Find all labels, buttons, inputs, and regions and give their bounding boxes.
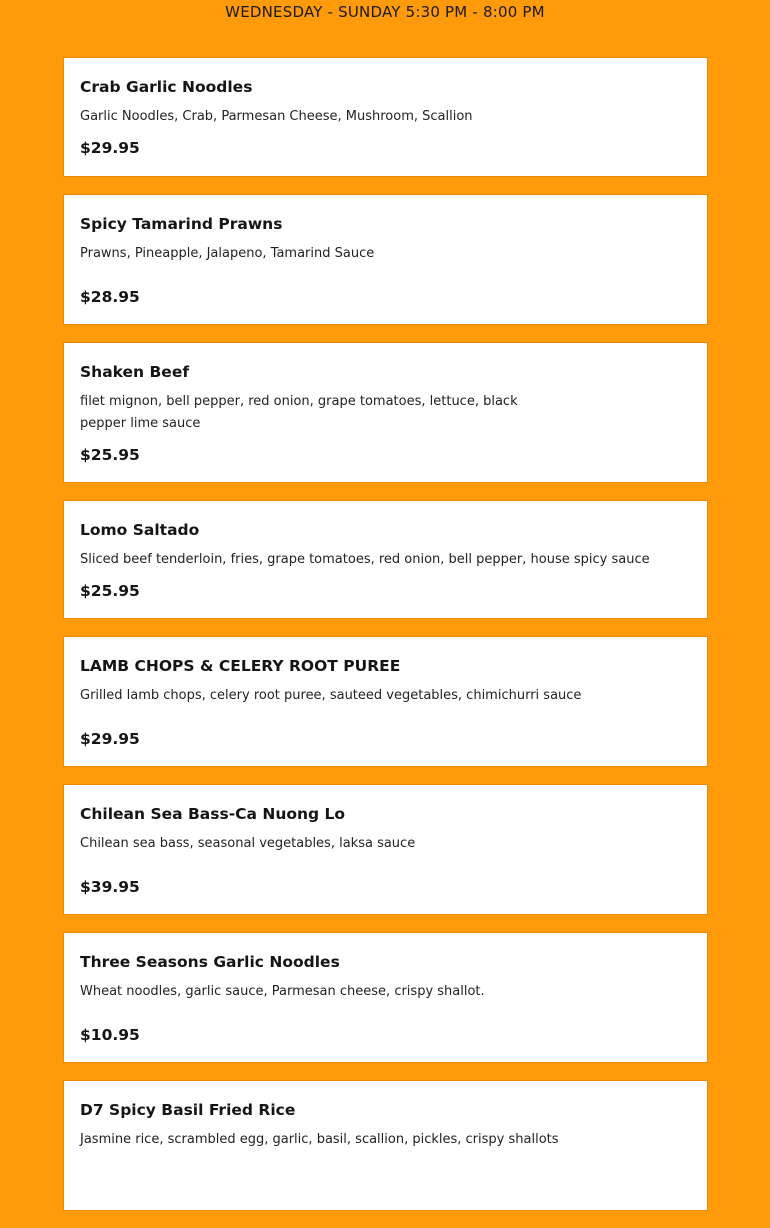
menu-item-name: D7 Spicy Basil Fried Rice [80,1101,296,1119]
menu-item-price: $25.95 [80,446,140,464]
menu-item-card[interactable] [63,784,708,915]
menu-item-name: Three Seasons Garlic Noodles [80,953,340,971]
menu-item-card[interactable] [63,500,708,619]
menu-item-description: Wheat noodles, garlic sauce, Parmesan cheese, crispy shallot. [80,984,485,999]
menu-item-card[interactable] [63,342,708,483]
menu-item-price: $28.95 [80,288,140,306]
menu-item-card[interactable] [63,636,708,767]
menu-item-price: $10.95 [80,1026,140,1044]
menu-item-name: Shaken Beef [80,363,190,381]
menu-list [63,57,708,1228]
menu-item-price: $39.95 [80,878,140,896]
menu-item-description: filet mignon, bell pepper, red onion, grape tomatoes, lettuce, black pepper lime sauce [80,394,518,431]
menu-item-description: Garlic Noodles, Crab, Parmesan Cheese, Mushroom, Scallion [80,109,473,124]
menu-item-card[interactable] [63,57,708,177]
menu-item-description: Grilled lamb chops, celery root puree, sauteed vegetables, chimichurri sauce [80,688,582,703]
menu-item-price: $25.95 [80,582,140,600]
menu-item-card[interactable] [63,194,708,325]
menu-item-description: Jasmine rice, scrambled egg, garlic, basil, scallion, pickles, crispy shallots [80,1132,559,1147]
menu-item-price: $29.95 [80,730,140,748]
menu-item-description: Chilean sea bass, seasonal vegetables, laksa sauce [80,836,416,851]
menu-item-description: Sliced beef tenderloin, fries, grape tomatoes, red onion, bell pepper, house spicy sauce [80,552,650,567]
menu-item-name: Crab Garlic Noodles [80,78,253,96]
service-hours: WEDNESDAY - SUNDAY 5:30 PM - 8:00 PM [225,3,545,21]
menu-item-card[interactable] [63,932,708,1063]
menu-item-name: LAMB CHOPS & CELERY ROOT PUREE [80,657,401,675]
menu-item-name: Lomo Saltado [80,521,200,539]
menu-item-name: Chilean Sea Bass-Ca Nuong Lo [80,805,346,823]
menu-item-description: Prawns, Pineapple, Jalapeno, Tamarind Sauce [80,246,375,261]
menu-item-card[interactable] [63,1080,708,1211]
menu-item-price: $29.95 [80,139,140,157]
menu-item-name: Spicy Tamarind Prawns [80,215,283,233]
